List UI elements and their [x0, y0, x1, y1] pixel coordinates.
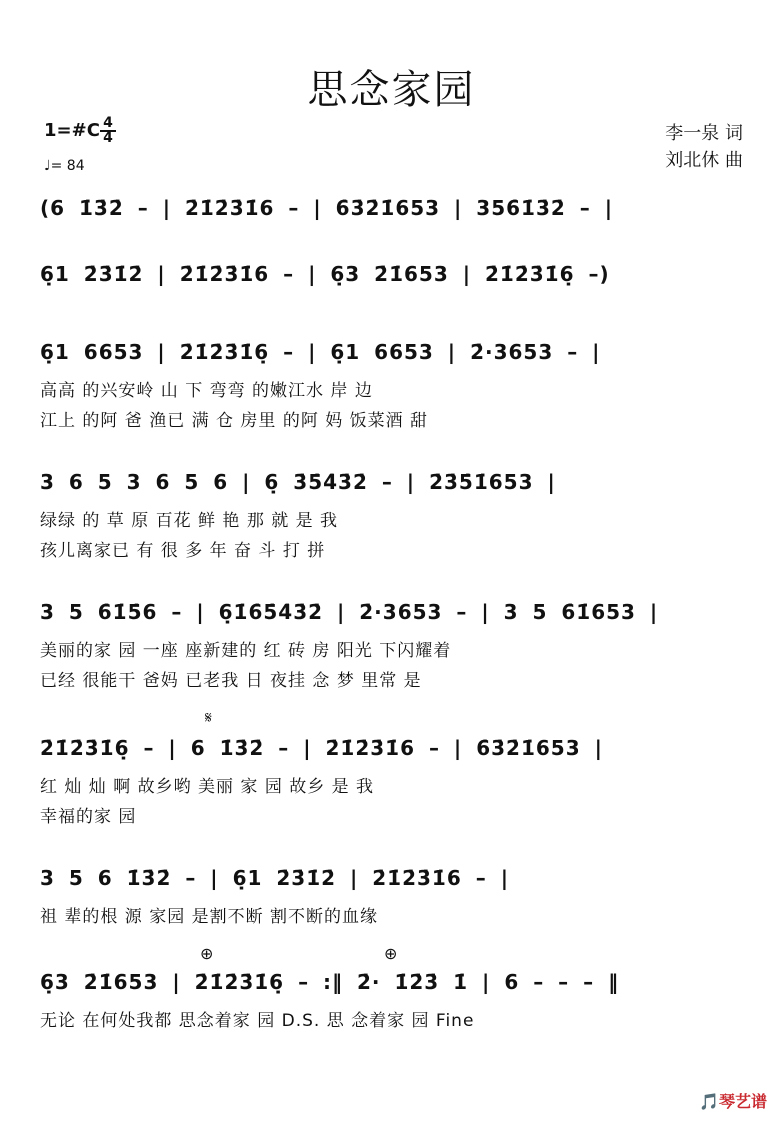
time-sig-top: 4	[100, 117, 116, 132]
coda-icon-2: ⊕	[384, 944, 398, 963]
notes-line: 6̣1 2̇3̇1̇2̇ | 2̇1̇2̇3̇1̇6 – | 6̣3 2̇1̇653 | 2̇1̇2̇3̇1̇6̣ –)	[40, 262, 610, 286]
quarter-note-icon: ♩	[44, 158, 51, 174]
lyrics-verse-1: 祖 辈的根 源 家园 是割不断 割不断的血缘	[40, 907, 379, 927]
lyrics-verse-2: 孩儿离家已 有 很 多 年 奋 斗 打 拼	[40, 541, 326, 561]
brand-icon: 🎵	[699, 1092, 719, 1111]
lyrics-verse-2: 已经 很能干 爸妈 已老我 日 夜挂 念 梦 里常 是	[40, 671, 422, 691]
notes-line: 3 6 5 3 6 5 6 | 6̣ 3̇5̇4̇3̇2̇ – | 2̇3̇5̇1̇653 |	[40, 470, 556, 494]
notes-line: 3 5 6̇1̇5̇6 – | 6̣1̇6̇5̇4̇3̇2̇ | 2̇·3653 – | 3 5 6̇1̇653 |	[40, 600, 659, 624]
notes-line: 6̣3 2̇1̇653 | 2̇1̇2̇3̇1̇6̣ – :‖ 2̇· 1̇2̇3̇ 1̇ | 6 – – – ‖	[40, 970, 620, 994]
lyrics-verse-1: 绿绿 的 草 原 百花 鲜 艳 那 就 是 我	[40, 511, 339, 531]
tempo-value: = 84	[50, 158, 85, 174]
lyrics-verse-1: 高高 的兴安岭 山 下 弯弯 的嫩江水 岸 边	[40, 381, 373, 401]
segno-icon: 𝄋	[205, 708, 212, 727]
lyrics-verse-1: 美丽的家 园 一座 座新建的 红 砖 房 阳光 下闪耀着	[40, 641, 452, 661]
time-signature	[100, 117, 116, 145]
composer-credit: 刘北休 曲	[665, 150, 743, 171]
key-signature: 1=#C	[44, 120, 100, 141]
notes-line: 6̣1 6653 | 2̇1̇2̇3̇1̇6̣ – | 6̣1 6653 | 2̇·3653 – |	[40, 340, 601, 364]
brand-name: 琴艺谱	[718, 1092, 767, 1111]
lyrics-verse-2: 江上 的阿 爸 渔已 满 仓 房里 的阿 妈 饭菜酒 甜	[40, 411, 429, 431]
notes-line: 2̇1̇2̇3̇1̇6̣ – | 6 1̇3̇2̇ – | 2̇1̇2̇3̇1̇6 – | 6̇3̇2̇1̇653 |	[40, 736, 603, 760]
lyrics-verse-1: 无论 在何处我都 思念着家 园 D.S. 思 念着家 园 Fine	[40, 1011, 475, 1031]
lyricist-credit: 李一泉 词	[665, 123, 743, 144]
brand-logo	[699, 1089, 767, 1112]
lyrics-verse-2: 幸福的家 园	[40, 807, 137, 827]
coda-icon: ⊕	[200, 944, 214, 963]
tempo-marking	[44, 158, 85, 174]
notes-line: 3 5 6 1̇3̇2̇ – | 6̣1 2̇3̇1̇2̇ | 2̇1̇2̇3̇1̇6 – |	[40, 866, 509, 890]
page-title: 思念家园	[307, 67, 476, 113]
notes-line: (6 1̇3̇2̇ – | 2̇1̇2̇3̇1̇6 – | 6̇3̇2̇1̇653 | 356̇1̇3̇2̇ – |	[40, 196, 614, 220]
time-sig-bottom: 4	[103, 130, 113, 146]
lyrics-verse-1: 红 灿 灿 啊 故乡哟 美丽 家 园 故乡 是 我	[40, 777, 375, 797]
